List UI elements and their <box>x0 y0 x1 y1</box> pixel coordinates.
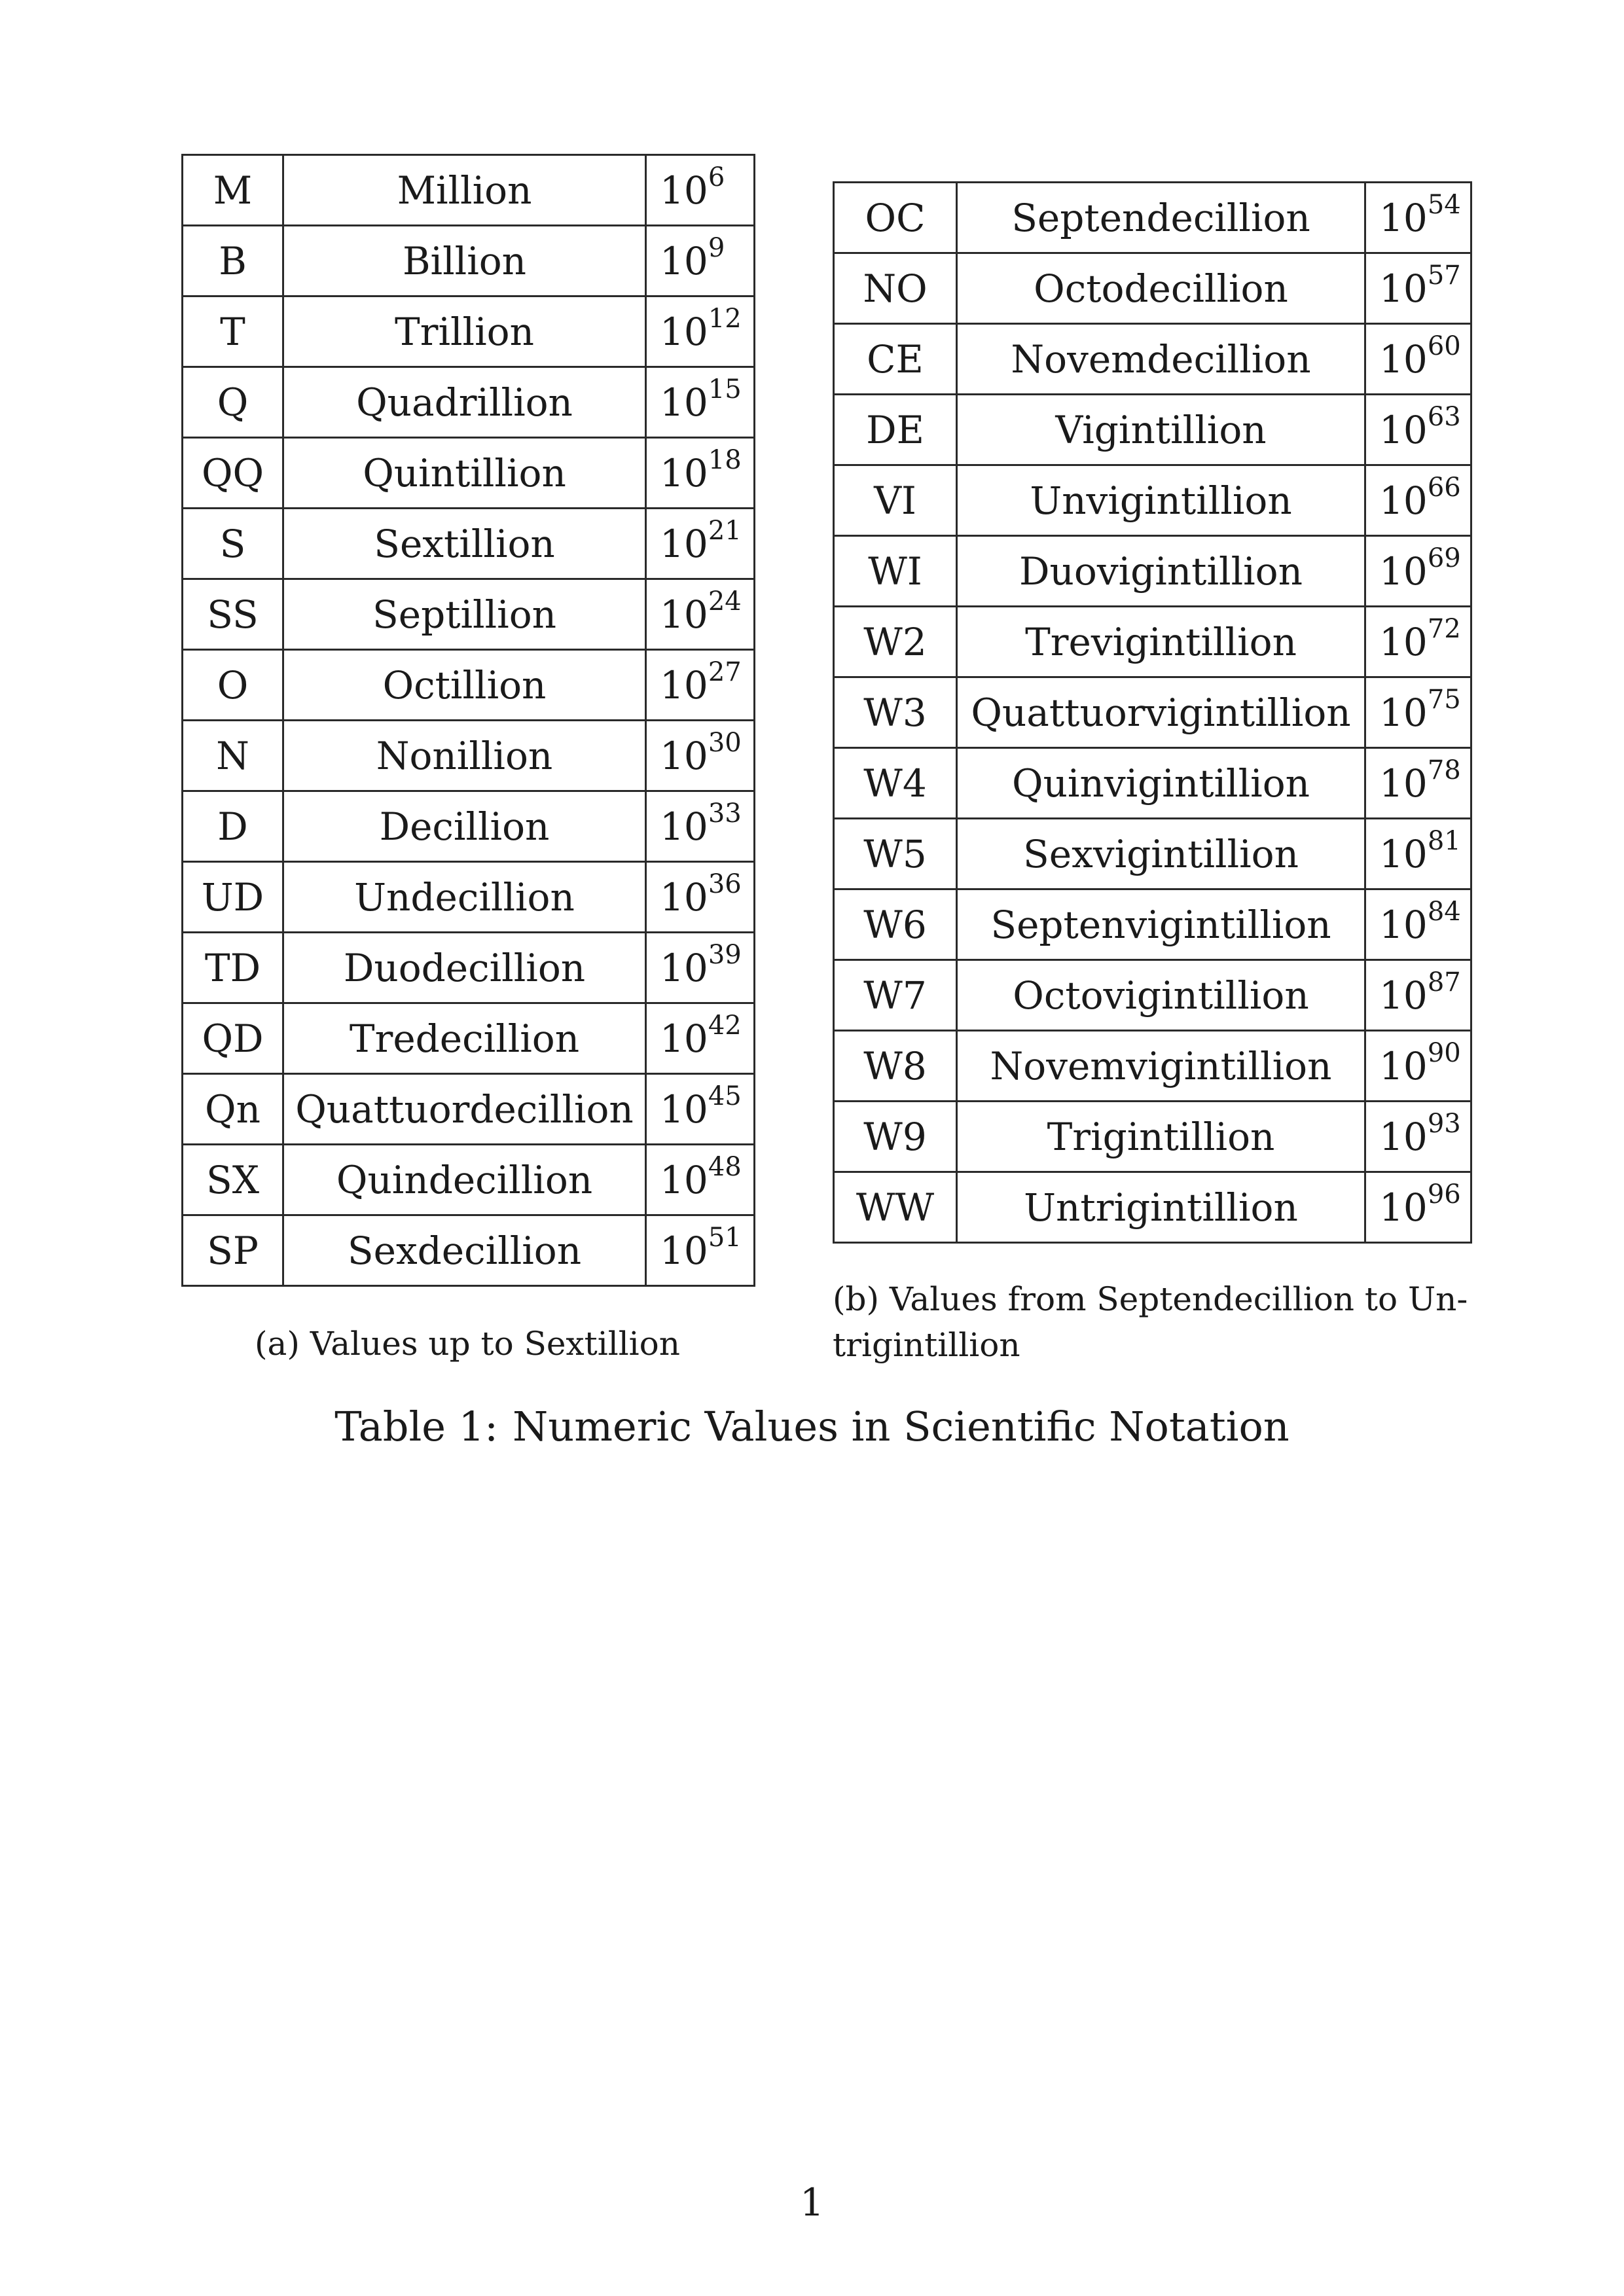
number-name-cell: Tredecillion <box>283 1003 646 1074</box>
abbreviation-cell: O <box>183 650 283 721</box>
power-base: 10 <box>1379 1185 1428 1230</box>
number-name-cell: Duovigintillion <box>957 536 1365 607</box>
table-row <box>183 367 755 438</box>
number-name-cell: Octodecillion <box>957 253 1365 324</box>
table-row <box>834 960 1471 1031</box>
power-base: 10 <box>660 662 708 708</box>
number-name-cell: Trillion <box>283 296 646 367</box>
power-exponent: 36 <box>708 869 742 900</box>
power-of-ten-cell <box>646 226 755 296</box>
power-of-ten-cell <box>646 933 755 1003</box>
number-name-cell: Decillion <box>283 791 646 862</box>
table-row <box>834 253 1471 324</box>
power-of-ten-cell <box>1365 183 1471 253</box>
abbreviation-cell: W8 <box>834 1031 957 1102</box>
power-exponent: 24 <box>708 586 742 617</box>
table-row <box>183 1003 755 1074</box>
table-row <box>834 536 1471 607</box>
subcaption-b <box>833 1276 1470 1368</box>
power-of-ten-cell <box>1365 889 1471 960</box>
number-name-cell: Untrigintillion <box>957 1172 1365 1243</box>
power-base: 10 <box>660 1157 708 1202</box>
table-row <box>183 226 755 296</box>
power-base: 10 <box>1379 973 1428 1018</box>
abbreviation-cell: SX <box>183 1145 283 1215</box>
power-base: 10 <box>660 168 708 213</box>
number-name-cell: Quadrillion <box>283 367 646 438</box>
power-of-ten-cell <box>646 367 755 438</box>
page-number: 1 <box>800 2180 824 2225</box>
power-exponent: 33 <box>708 798 742 829</box>
abbreviation-cell: WI <box>834 536 957 607</box>
power-exponent: 48 <box>708 1152 742 1183</box>
table-a-body <box>183 155 755 1286</box>
abbreviation-cell: W9 <box>834 1102 957 1172</box>
power-of-ten-cell <box>1365 819 1471 889</box>
power-base: 10 <box>1379 195 1428 240</box>
abbreviation-cell: SS <box>183 579 283 650</box>
power-base: 10 <box>1379 336 1428 382</box>
number-name-cell: Unvigintillion <box>957 465 1365 536</box>
power-exponent: 81 <box>1427 826 1461 857</box>
power-of-ten-cell <box>1365 536 1471 607</box>
number-name-cell: Quattuorvigintillion <box>957 677 1365 748</box>
abbreviation-cell: Q <box>183 367 283 438</box>
number-name-cell: Quattuordecillion <box>283 1074 646 1145</box>
power-exponent: 18 <box>708 445 742 476</box>
number-name-cell: Octovigintillion <box>957 960 1365 1031</box>
abbreviation-cell: W6 <box>834 889 957 960</box>
table-row <box>183 296 755 367</box>
abbreviation-cell: D <box>183 791 283 862</box>
number-name-cell: Septenvigintillion <box>957 889 1365 960</box>
number-name-cell: Sexvigintillion <box>957 819 1365 889</box>
power-exponent: 87 <box>1427 967 1461 998</box>
abbreviation-cell: NO <box>834 253 957 324</box>
abbreviation-cell: OC <box>834 183 957 253</box>
abbreviation-cell: W3 <box>834 677 957 748</box>
number-name-cell: Septendecillion <box>957 183 1365 253</box>
abbreviation-cell: SP <box>183 1215 283 1286</box>
power-of-ten-cell <box>1365 395 1471 465</box>
power-of-ten-cell <box>1365 748 1471 819</box>
power-base: 10 <box>660 945 708 990</box>
number-name-cell: Octillion <box>283 650 646 721</box>
power-base: 10 <box>1379 761 1428 806</box>
power-exponent: 93 <box>1427 1109 1461 1139</box>
power-base: 10 <box>660 874 708 920</box>
power-base: 10 <box>1379 831 1428 876</box>
power-of-ten-cell <box>646 862 755 933</box>
number-name-cell: Septillion <box>283 579 646 650</box>
power-exponent: 9 <box>708 233 725 264</box>
power-of-ten-cell <box>1365 960 1471 1031</box>
power-of-ten-cell <box>646 721 755 791</box>
abbreviation-cell: T <box>183 296 283 367</box>
abbreviation-cell: W4 <box>834 748 957 819</box>
number-name-cell: Sexdecillion <box>283 1215 646 1286</box>
power-of-ten-cell <box>1365 607 1471 677</box>
abbreviation-cell: TD <box>183 933 283 1003</box>
table-row <box>834 1172 1471 1243</box>
subcaption-a: (a) Values up to Sextillion <box>255 1325 680 1363</box>
power-exponent: 90 <box>1427 1038 1461 1069</box>
power-base: 10 <box>1379 1043 1428 1088</box>
number-name-cell: Trevigintillion <box>957 607 1365 677</box>
power-of-ten-cell <box>646 155 755 226</box>
power-exponent: 27 <box>708 657 742 688</box>
power-exponent: 6 <box>708 162 725 193</box>
number-name-cell: Trigintillion <box>957 1102 1365 1172</box>
abbreviation-cell: W2 <box>834 607 957 677</box>
table-values-up-to-sextillion <box>181 154 755 1287</box>
power-exponent: 60 <box>1427 331 1461 362</box>
table-row <box>183 579 755 650</box>
power-exponent: 63 <box>1427 402 1461 433</box>
number-name-cell: Quinvigintillion <box>957 748 1365 819</box>
table-row <box>834 1031 1471 1102</box>
power-of-ten-cell <box>646 1145 755 1215</box>
power-of-ten-cell <box>1365 465 1471 536</box>
power-of-ten-cell <box>1365 677 1471 748</box>
abbreviation-cell: CE <box>834 324 957 395</box>
power-of-ten-cell <box>646 1215 755 1286</box>
number-name-cell: Novemvigintillion <box>957 1031 1365 1102</box>
power-exponent: 72 <box>1427 614 1461 645</box>
table-row <box>834 465 1471 536</box>
power-base: 10 <box>1379 478 1428 523</box>
abbreviation-cell: WW <box>834 1172 957 1243</box>
number-name-cell: Billion <box>283 226 646 296</box>
table-row <box>834 1102 1471 1172</box>
power-of-ten-cell <box>1365 324 1471 395</box>
power-base: 10 <box>660 450 708 495</box>
table-caption <box>0 1401 1624 1453</box>
abbreviation-cell: B <box>183 226 283 296</box>
power-exponent: 78 <box>1427 755 1461 786</box>
abbreviation-cell: QQ <box>183 438 283 509</box>
abbreviation-cell: M <box>183 155 283 226</box>
table-b-body <box>834 183 1471 1243</box>
power-of-ten-cell <box>646 1074 755 1145</box>
power-exponent: 66 <box>1427 473 1461 503</box>
table-caption-text: Numeric Values in Scientific Notation <box>513 1403 1290 1450</box>
table-values-septendecillion-to-untrigintillion <box>833 181 1472 1244</box>
abbreviation-cell: N <box>183 721 283 791</box>
number-name-cell: Quindecillion <box>283 1145 646 1215</box>
power-base: 10 <box>1379 690 1428 735</box>
number-name-cell: Sextillion <box>283 509 646 579</box>
power-exponent: 30 <box>708 728 742 759</box>
abbreviation-cell: QD <box>183 1003 283 1074</box>
table-row <box>183 791 755 862</box>
power-exponent: 12 <box>708 304 742 334</box>
power-base: 10 <box>660 804 708 849</box>
power-of-ten-cell <box>646 650 755 721</box>
power-of-ten-cell <box>646 579 755 650</box>
subcaption-b-line-2: trigintillion <box>833 1326 1020 1364</box>
power-base: 10 <box>1379 902 1428 947</box>
power-base: 10 <box>660 521 708 566</box>
table-row <box>183 721 755 791</box>
table-row <box>834 889 1471 960</box>
power-of-ten-cell <box>1365 1172 1471 1243</box>
power-exponent: 45 <box>708 1081 742 1112</box>
abbreviation-cell: DE <box>834 395 957 465</box>
power-exponent: 21 <box>708 516 742 547</box>
number-name-cell: Vigintillion <box>957 395 1365 465</box>
table-row <box>183 509 755 579</box>
table-row <box>183 933 755 1003</box>
power-base: 10 <box>660 380 708 425</box>
abbreviation-cell: VI <box>834 465 957 536</box>
abbreviation-cell: Qn <box>183 1074 283 1145</box>
table-row <box>183 155 755 226</box>
power-exponent: 51 <box>708 1223 742 1253</box>
power-exponent: 75 <box>1427 685 1461 715</box>
number-name-cell: Duodecillion <box>283 933 646 1003</box>
power-of-ten-cell <box>646 1003 755 1074</box>
power-of-ten-cell <box>646 296 755 367</box>
abbreviation-cell: S <box>183 509 283 579</box>
power-exponent: 96 <box>1427 1179 1461 1210</box>
table-row <box>834 395 1471 465</box>
number-name-cell: Nonillion <box>283 721 646 791</box>
table-row <box>834 677 1471 748</box>
power-exponent: 15 <box>708 374 742 405</box>
power-exponent: 42 <box>708 1011 742 1041</box>
power-base: 10 <box>660 1228 708 1273</box>
abbreviation-cell: W5 <box>834 819 957 889</box>
power-base: 10 <box>660 1086 708 1132</box>
power-of-ten-cell <box>646 438 755 509</box>
table-row <box>834 819 1471 889</box>
table-row <box>183 1074 755 1145</box>
power-of-ten-cell <box>1365 253 1471 324</box>
table-row <box>834 607 1471 677</box>
table-caption-label: Table 1: <box>334 1403 499 1450</box>
number-name-cell: Novemdecillion <box>957 324 1365 395</box>
power-base: 10 <box>1379 548 1428 594</box>
table-row <box>183 438 755 509</box>
table-row <box>183 862 755 933</box>
power-of-ten-cell <box>1365 1102 1471 1172</box>
power-exponent: 84 <box>1427 897 1461 927</box>
abbreviation-cell: UD <box>183 862 283 933</box>
subcaption-b-line-1: (b) Values from Septendecillion to Un- <box>833 1280 1468 1318</box>
number-name-cell: Quintillion <box>283 438 646 509</box>
power-base: 10 <box>660 238 708 283</box>
table-row <box>834 324 1471 395</box>
power-base: 10 <box>1379 407 1428 452</box>
table-row <box>183 650 755 721</box>
table-row <box>834 183 1471 253</box>
abbreviation-cell: W7 <box>834 960 957 1031</box>
table-row <box>183 1215 755 1286</box>
power-of-ten-cell <box>646 791 755 862</box>
power-base: 10 <box>1379 619 1428 664</box>
table-row <box>834 748 1471 819</box>
power-exponent: 69 <box>1427 543 1461 574</box>
power-base: 10 <box>1379 1114 1428 1159</box>
number-name-cell: Undecillion <box>283 862 646 933</box>
power-base: 10 <box>660 592 708 637</box>
power-of-ten-cell <box>1365 1031 1471 1102</box>
power-exponent: 39 <box>708 940 742 971</box>
table-row <box>183 1145 755 1215</box>
power-exponent: 54 <box>1427 190 1461 221</box>
power-base: 10 <box>660 1016 708 1061</box>
power-exponent: 57 <box>1427 260 1461 291</box>
power-base: 10 <box>660 733 708 778</box>
power-base: 10 <box>1379 266 1428 311</box>
number-name-cell: Million <box>283 155 646 226</box>
power-base: 10 <box>660 309 708 354</box>
power-of-ten-cell <box>646 509 755 579</box>
